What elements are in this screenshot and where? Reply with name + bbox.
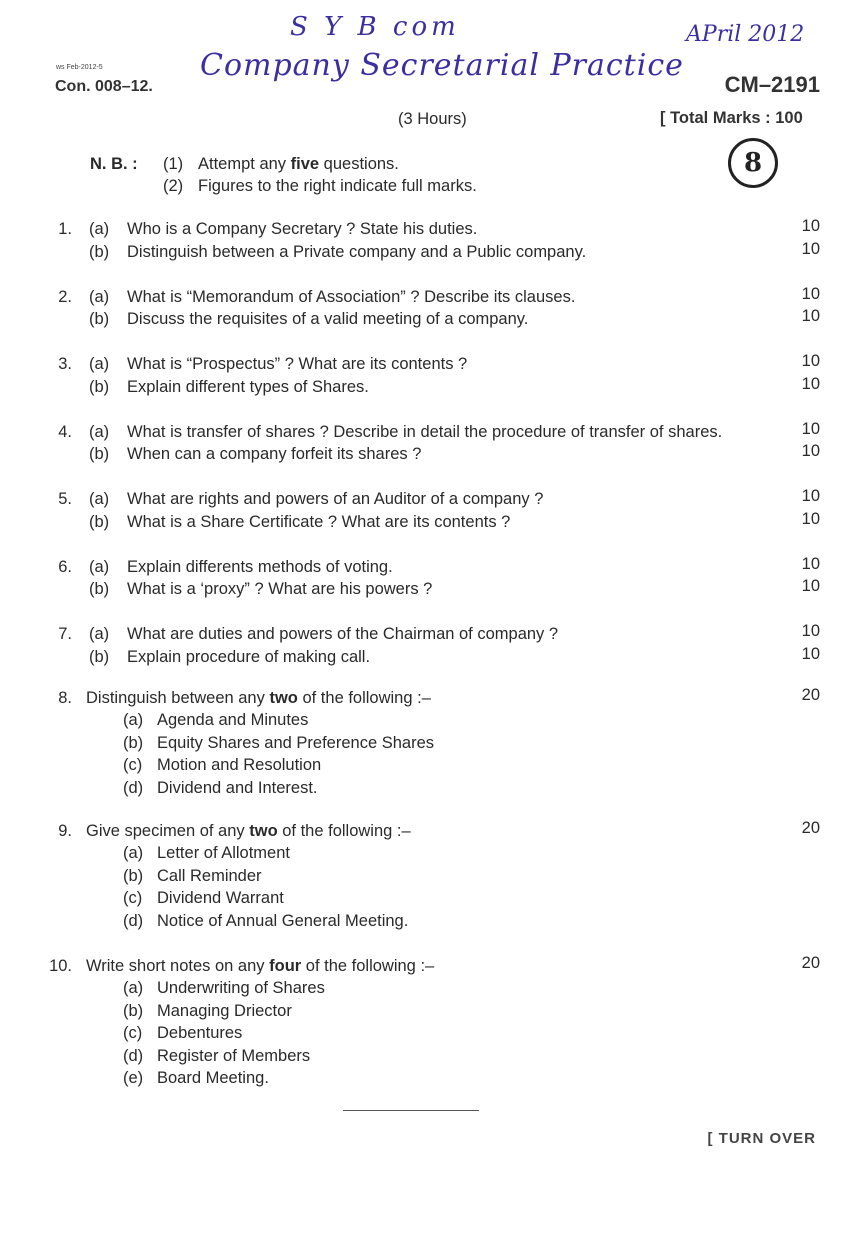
marks: 10	[801, 622, 820, 640]
nb-note-num: (1)	[163, 155, 184, 173]
item-text: Letter of Allotment	[157, 844, 290, 863]
marks: 10	[801, 352, 820, 370]
part-label: (b)	[89, 445, 110, 463]
part-label: (a)	[89, 557, 110, 576]
nb-note-num: (2)	[163, 177, 184, 195]
question-number: 6.	[58, 557, 72, 576]
question-text: What is a ‘proxy” ? What are his powers ?	[127, 580, 433, 598]
circled-number-text: 8	[743, 148, 763, 178]
con-code: Con. 008–12.	[55, 78, 153, 95]
item-label: (d)	[123, 778, 144, 797]
question-number: 5.	[58, 490, 72, 508]
item-label: (c)	[123, 889, 143, 908]
question-text: What are duties and powers of the Chairman of company ?	[127, 625, 559, 643]
nb-note-1-pre: Attempt any	[198, 155, 291, 173]
marks: 10	[801, 374, 820, 393]
question-number: 4.	[58, 422, 72, 441]
item-text: Agenda and Minutes	[157, 711, 309, 730]
nb-note-2: Figures to the right indicate full marks.	[198, 177, 477, 195]
question-text: What are rights and powers of an Auditor of a company ?	[127, 490, 544, 508]
question-text: What is “Memorandum of Association” ? Describe its clauses.	[127, 287, 576, 306]
question-text: What is transfer of shares ? Describe in detail the procedure of transfer of shares.	[127, 422, 723, 441]
question-number: 10.	[49, 957, 72, 975]
marks: 10	[801, 554, 820, 573]
duration: (3 Hours)	[398, 110, 467, 128]
question-text: Who is a Company Secretary ? State his duties.	[127, 220, 478, 238]
handwritten-date: APril 2012	[686, 22, 805, 47]
item-text: Underwriting of Shares	[157, 979, 325, 998]
question-stem-post: of the following :–	[301, 957, 435, 975]
question-stem-bold: two	[269, 689, 298, 707]
question-text: Discuss the requisites of a valid meeting of a company.	[127, 310, 529, 328]
item-label: (a)	[123, 979, 144, 998]
part-label: (a)	[89, 625, 110, 643]
item-text: Call Reminder	[157, 866, 262, 885]
item-label: (d)	[123, 1046, 144, 1065]
marks: 20	[801, 686, 820, 704]
turn-over: [ TURN OVER	[707, 1130, 816, 1147]
item-label: (e)	[123, 1069, 144, 1087]
question-text: What is “Prospectus” ? What are its contents ?	[127, 355, 468, 373]
item-label: (a)	[123, 844, 144, 863]
question-stem-pre: Distinguish between any	[86, 689, 270, 707]
part-label: (a)	[89, 422, 110, 441]
item-text: Dividend Warrant	[157, 889, 284, 908]
nb-note-1-bold: five	[290, 155, 320, 173]
item-label: (a)	[123, 711, 144, 730]
part-label: (b)	[89, 647, 110, 666]
question-stem	[86, 689, 431, 708]
question-text: When can a company forfeit its shares ?	[127, 445, 422, 463]
marks: 10	[801, 509, 820, 528]
question-number: 2.	[58, 287, 72, 306]
question-text: What is a Share Certificate ? What are its contents ?	[127, 512, 511, 531]
marks: 10	[801, 284, 820, 303]
question-number: 1.	[58, 220, 72, 238]
question-number: 3.	[58, 355, 72, 373]
marks: 10	[801, 644, 820, 663]
question-stem	[86, 822, 411, 841]
question-stem	[86, 957, 434, 976]
nb-note-1-post: questions.	[319, 155, 399, 173]
item-label: (b)	[123, 866, 144, 885]
total-marks: [ Total Marks : 100	[660, 109, 803, 127]
question-text: Explain procedure of making call.	[127, 647, 371, 666]
print-code: ws Feb-2012-5	[56, 64, 103, 71]
marks: 10	[801, 577, 820, 595]
item-label: (b)	[123, 733, 144, 752]
item-label: (d)	[123, 911, 144, 930]
handwritten-subject: Company Secretarial Practice	[200, 48, 684, 83]
question-stem-bold: four	[269, 957, 302, 975]
marks: 20	[801, 819, 820, 837]
question-text: Distinguish between a Private company and a Public company.	[127, 242, 587, 261]
item-text: Register of Members	[157, 1046, 311, 1065]
handwritten-course: S Y B com	[290, 12, 460, 42]
part-label: (b)	[89, 377, 110, 396]
question-stem-pre: Write short notes on any	[86, 957, 270, 975]
item-label: (c)	[123, 1024, 143, 1043]
item-label: (c)	[123, 756, 143, 775]
question-number: 7.	[58, 625, 72, 643]
marks: 10	[801, 217, 820, 235]
part-label: (a)	[89, 490, 110, 508]
nb-block	[90, 155, 790, 203]
part-label: (a)	[89, 220, 110, 238]
question-number: 9.	[58, 822, 72, 840]
paper-code: CM–2191	[724, 72, 820, 97]
part-label: (b)	[89, 512, 110, 531]
item-text: Equity Shares and Preference Shares	[157, 733, 434, 752]
marks: 10	[801, 487, 820, 505]
marks: 10	[801, 442, 820, 460]
item-label: (b)	[123, 1001, 144, 1020]
marks: 10	[801, 307, 820, 325]
question-number: 8.	[58, 689, 72, 707]
marks: 20	[801, 954, 820, 972]
part-label: (b)	[89, 310, 110, 328]
marks: 10	[801, 419, 820, 438]
part-label: (b)	[89, 242, 110, 261]
marks: 10	[801, 239, 820, 258]
item-text: Notice of Annual General Meeting.	[157, 911, 409, 930]
question-stem-post: of the following :–	[277, 822, 411, 840]
item-text: Board Meeting.	[157, 1069, 269, 1087]
nb-note-1	[198, 155, 399, 174]
question-stem-post: of the following :–	[297, 689, 431, 707]
question-text: Explain different types of Shares.	[127, 377, 369, 396]
end-divider	[343, 1110, 479, 1111]
part-label: (a)	[89, 287, 110, 306]
item-text: Debentures	[157, 1024, 243, 1043]
item-text: Motion and Resolution	[157, 756, 322, 775]
part-label: (b)	[89, 580, 110, 598]
item-text: Managing Driector	[157, 1001, 292, 1020]
part-label: (a)	[89, 355, 110, 373]
nb-label: N. B. :	[90, 155, 138, 173]
question-stem-pre: Give specimen of any	[86, 822, 250, 840]
question-text: Explain differents methods of voting.	[127, 557, 393, 576]
item-text: Dividend and Interest.	[157, 778, 318, 797]
question-stem-bold: two	[249, 822, 278, 840]
